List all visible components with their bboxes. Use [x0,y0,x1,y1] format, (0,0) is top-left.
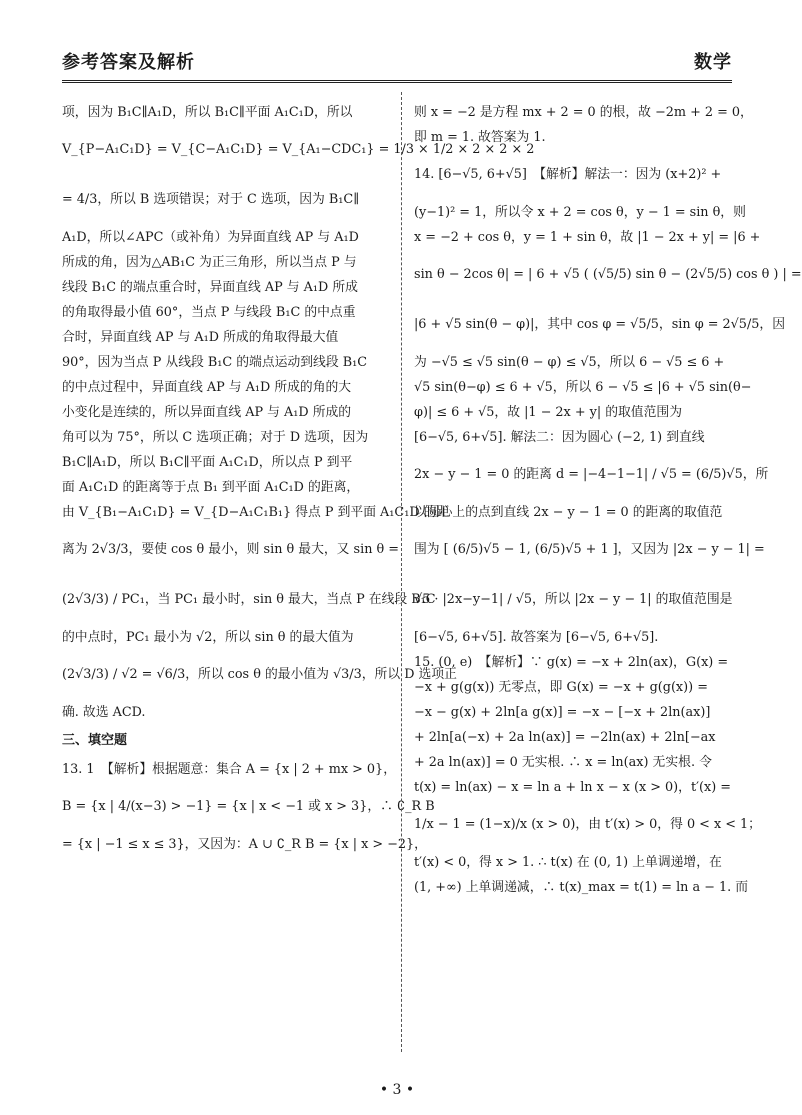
text-line: [6−√5, 6+√5]. 故答案为 [6−√5, 6+√5]. [414,630,659,645]
text-line: = {x | −1 ≤ x ≤ 3}，又因为：A ∪ ∁_R B = {x | x > −2}， [62,837,427,852]
text-line: 确. 故选 ACD. [62,705,146,720]
text-line: (2√3/3) / √2 = √6/3，所以 cos θ 的最小值为 √3/3，所以 D 选项正 [62,667,457,682]
text-line: = 4/3，所以 B 选项错误；对于 C 选项，因为 B₁C∥ [62,192,360,207]
text-line: 13. 1 【解析】根据题意：集合 A = {x | 2 + mx > 0}， [62,762,396,777]
text-line: 90°，因为当点 P 从线段 B₁C 的端点运动到线段 B₁C [62,355,368,370]
text-line: [6−√5, 6+√5]. 解法二：因为圆心 (−2, 1) 到直线 [414,430,705,445]
text-line: 面 A₁C₁D 的距离等于点 B₁ 到平面 A₁C₁D 的距离， [62,480,360,495]
text-line: 由 V_{B₁−A₁C₁D} = V_{D−A₁C₁B₁} 得点 P 到平面 A₁C₁D 的距 [62,505,450,520]
header-title: 参考答案及解析 [62,52,195,73]
page-header [62,44,732,74]
text-line: 为 −√5 ≤ √5 sin(θ − φ) ≤ √5，所以 6 − √5 ≤ 6 + [414,355,725,370]
text-line: √5 sin(θ−φ) ≤ 6 + √5，所以 6 − √5 ≤ |6 + √5 sin(θ− [414,380,752,395]
text-line: √5 · |2x−y−1| / √5，所以 |2x − y − 1| 的取值范围是 [414,592,733,607]
text-line: sin θ − 2cos θ| = | 6 + √5 ( (√5/5) sin θ − (2√5/5) cos θ ) | = [414,267,802,282]
text-line: t(x) = ln(ax) − x = ln a + ln x − x (x > 0)，t′(x) = [414,780,731,795]
header-rule [62,80,732,83]
text-line: 则 x = −2 是方程 mx + 2 = 0 的根，故 −2m + 2 = 0， [414,105,753,120]
section-heading: 三、填空题 [62,733,128,748]
text-line: −x − g(x) + 2ln[a g(x)] = −x − [−x + 2ln(ax)] [414,705,711,720]
text-line: (1, +∞) 上单调递减，∴ t(x)_max = t(1) = ln a − 1. 而 [414,880,749,895]
text-line: 即 m = 1. 故答案为 1. [414,130,546,145]
text-line: 的中点过程中，异面直线 AP 与 A₁D 所成的角的大 [62,380,352,395]
text-line: 项，因为 B₁C∥A₁D，所以 B₁C∥平面 A₁C₁D，所以 [62,105,353,120]
text-line: 角可以为 75°，所以 C 选项正确；对于 D 选项，因为 [62,430,369,445]
text-line: + 2a ln(ax)] = 0 无实根. ∴ x = ln(ax) 无实根. 令 [414,755,712,770]
text-line: 14. [6−√5, 6+√5] 【解析】解法一：因为 (x+2)² + [414,167,722,182]
text-line: 的中点时，PC₁ 最小为 √2，所以 sin θ 的最大值为 [62,630,354,645]
text-line: 围为 [ (6/5)√5 − 1, (6/5)√5 + 1 ]，又因为 |2x − y − 1| = [414,542,765,557]
text-line: 合时，异面直线 AP 与 A₁D 所成的角取得最大值 [62,330,339,345]
text-line: t′(x) < 0，得 x > 1. ∴ t(x) 在 (0, 1) 上单调递增，在 [414,855,722,870]
column-divider [401,92,402,1052]
text-line: 2x − y − 1 = 0 的距离 d = |−4−1−1| / √5 = (6/5)√5，所 [414,467,769,482]
header-subject: 数学 [694,52,732,73]
text-line: φ)| ≤ 6 + √5，故 |1 − 2x + y| 的取值范围为 [414,405,682,420]
text-line: 15. (0, e) 【解析】∵ g(x) = −x + 2ln(ax)，G(x) = [414,655,729,670]
text-line: 的角取得最小值 60°，当点 P 与线段 B₁C 的中点重 [62,305,356,320]
text-line: 以圆心上的点到直线 2x − y − 1 = 0 的距离的取值范 [414,505,723,520]
text-line: 线段 B₁C 的端点重合时，异面直线 AP 与 A₁D 所成 [62,280,358,295]
text-line: B = {x | 4/(x−3) > −1} = {x | x < −1 或 x > 3}，∴ ∁_R B [62,799,435,814]
text-line: 离为 2√3/3，要使 cos θ 最小，则 sin θ 最大，又 sin θ = [62,542,400,557]
text-line: x = −2 + cos θ，y = 1 + sin θ，故 |1 − 2x + y| = |6 + [414,230,761,245]
text-line: −x + g(g(x)) 无零点，即 G(x) = −x + g(g(x)) = [414,680,708,695]
text-line: 所成的角，因为△AB₁C 为正三角形，所以当点 P 与 [62,255,357,270]
text-line: 1/x − 1 = (1−x)/x (x > 0)，由 t′(x) > 0，得 0 < x < 1； [414,817,761,832]
text-line: |6 + √5 sin(θ − φ)|，其中 cos φ = √5/5，sin φ = 2√5/5，因 [414,317,785,332]
right-column [414,100,802,900]
text-line: (2√3/3) / PC₁，当 PC₁ 最小时，sin θ 最大，当点 P 在线段 B₁C [62,592,436,607]
text-line: B₁C∥A₁D，所以 B₁C∥平面 A₁C₁D，所以点 P 到平 [62,455,353,470]
text-line: V_{P−A₁C₁D} = V_{C−A₁C₁D} = V_{A₁−CDC₁} = 1/3 × 1/2 × 2 × 2 × 2 [62,142,535,157]
text-line: + 2ln[a(−x) + 2a ln(ax)] = −2ln(ax) + 2ln[−ax [414,730,716,745]
text-line: (y−1)² = 1，所以令 x + 2 = cos θ，y − 1 = sin θ，则 [414,205,746,220]
page-number: • 3 • [379,1082,415,1098]
text-line: A₁D，所以∠APC（或补角）为异面直线 AP 与 A₁D [62,230,359,245]
text-line: 小变化是连续的，所以异面直线 AP 与 A₁D 所成的 [62,405,352,420]
